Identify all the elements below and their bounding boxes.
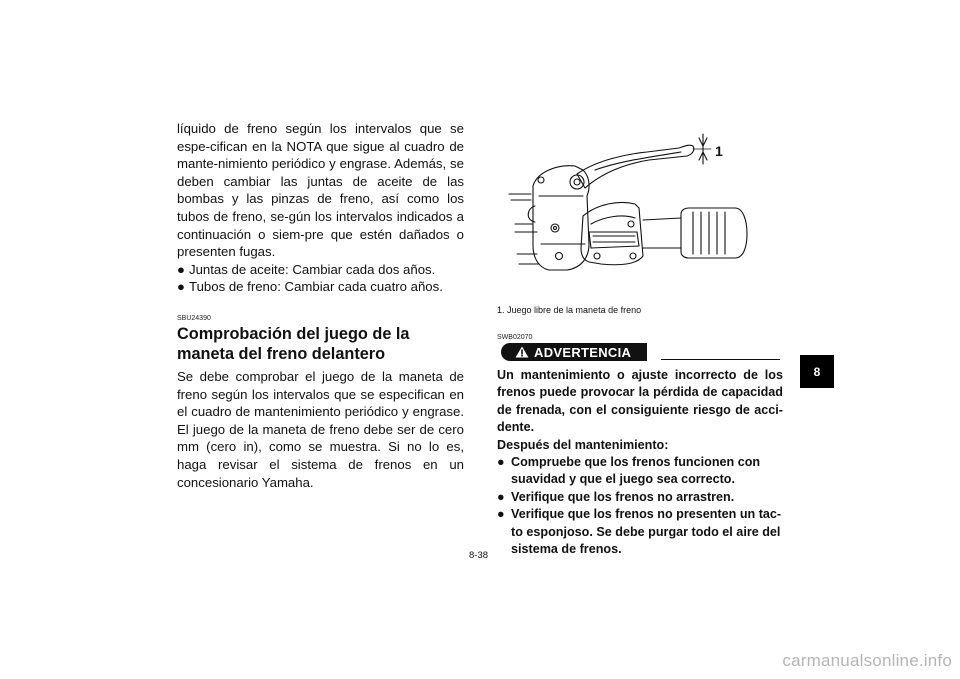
section-code: SBU24390: [177, 314, 211, 322]
bullet-text: Verifique que los frenos no arrastren.: [511, 489, 735, 504]
body-paragraph: Se debe comprobar el juego de la maneta de freno según los intervalos que se especifican en el cuadro de mantenimiento periódico y engrase. El juego de la maneta de freno debe ser de cero mm (cero in), como se muestra. Si no lo es, haga revisar el sistema de frenos en un concesionario Yamaha.: [177, 368, 464, 490]
chapter-tab: 8: [800, 355, 834, 388]
left-column: [177, 120, 464, 491]
warning-subtitle: Después del mantenimiento:: [497, 437, 669, 452]
warning-code: SWB02070: [497, 334, 533, 341]
warning-banner: [501, 343, 647, 361]
bullet-item: [177, 261, 464, 279]
section-heading: Comprobación del juego de la maneta del freno delantero: [177, 324, 410, 364]
bullet-dot: ●: [497, 455, 505, 470]
warning-text: Un mantenimiento o ajuste incorrecto de los frenos puede provocar la pérdida de capacidad de frenada, con el consiguiente riesgo de acci-dente.: [497, 368, 783, 435]
bullet-text: Verifique que los frenos no presenten un tac-to esponjoso. Se debe purgar todo el aire del sistema de frenos.: [511, 507, 782, 557]
bullet-dot: ●: [497, 489, 505, 504]
intro-paragraph: líquido de freno según los intervalos que se espe-cifican en la NOTA que sigue al cuadro de mante-nimiento periódico y engrase. Además, se deben cambiar las juntas de aceite de las bombas y las pinzas de freno, así como los tubos de freno, se-gún los intervalos indicados a continuación o siem-pre que estén dañados o presenten fugas.: [177, 121, 464, 260]
warning-header: [497, 343, 783, 361]
warning-body: [497, 367, 783, 558]
callout-number: 1: [715, 143, 723, 159]
warning-title: ADVERTENCIA: [534, 344, 632, 360]
bullet-text: Compruebe que los frenos funcionen con suavidad y que el juego sea correcto.: [511, 455, 761, 487]
warning-bullet: [497, 489, 783, 506]
warning-bullet: [497, 454, 783, 489]
warning-bullet: [497, 506, 783, 558]
warning-triangle-icon: [515, 346, 529, 358]
figure-caption: 1. Juego libre de la maneta de freno: [497, 305, 642, 315]
watermark: carmanualsonline.info: [782, 651, 952, 670]
brake-lever-illustration: [497, 124, 783, 294]
bullet-text: Tubos de freno: Cambiar cada cuatro años.: [189, 279, 443, 295]
warning-rule: [661, 359, 780, 360]
bullet-dot: ●: [177, 261, 185, 277]
bullet-text: Juntas de aceite: Cambiar cada dos años.: [189, 261, 436, 277]
bullet-dot: ●: [497, 507, 505, 522]
bullet-dot: ●: [177, 279, 185, 295]
bullet-item: [177, 278, 464, 296]
page-number: 8-38: [469, 550, 489, 561]
